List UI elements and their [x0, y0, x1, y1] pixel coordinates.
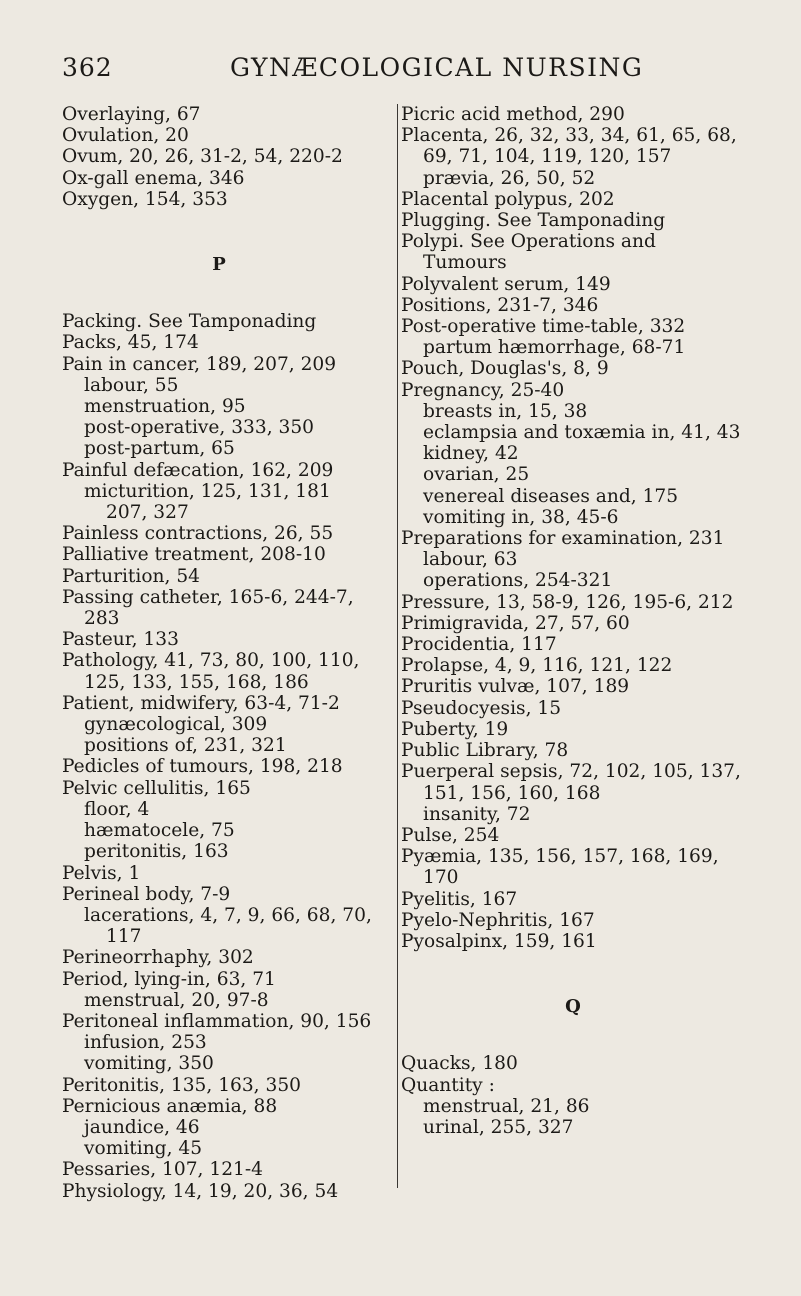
- index-entry: Pruritis vulvæ, 107, 189: [401, 676, 630, 698]
- index-entry: Pain in cancer, 189, 207, 209: [62, 353, 337, 375]
- index-entry: Pedicles of tumours, 198, 218: [62, 756, 343, 778]
- index-entry: Pregnancy, 25-40: [401, 379, 565, 401]
- index-subentry: infusion, 253: [84, 1032, 207, 1054]
- index-entry: Pressure, 13, 58-9, 126, 195-6, 212: [401, 591, 734, 613]
- index-entry: Pulse, 254: [401, 824, 500, 846]
- index-entry: Pelvis, 1: [62, 862, 141, 884]
- index-entry: Palliative treatment, 208-10: [62, 544, 326, 566]
- index-entry: Polyvalent serum, 149: [401, 273, 611, 295]
- index-entry: Placental polypus, 202: [401, 188, 615, 210]
- index-entry: Plugging. See Tamponading: [401, 210, 666, 232]
- index-entry: Pasteur, 133: [62, 629, 179, 651]
- index-subentry: floor, 4: [84, 798, 150, 820]
- index-subentry: eclampsia and toxæmia in, 41, 43: [423, 422, 741, 444]
- index-subentry: labour, 55: [84, 374, 179, 396]
- index-entry: Pouch, Douglas's, 8, 9: [401, 358, 609, 380]
- index-entry: Oxygen, 154, 353: [62, 188, 228, 210]
- index-entry: Post-operative time-table, 332: [401, 316, 686, 338]
- index-entry: Pseudocyesis, 15: [401, 697, 562, 719]
- index-subentry: post-partum, 65: [84, 438, 235, 460]
- index-entry: Ovum, 20, 26, 31-2, 54, 220-2: [62, 146, 343, 168]
- index-entry: Perineal body, 7-9: [62, 883, 231, 905]
- index-entry: Packs, 45, 174: [62, 332, 199, 354]
- index-entry: Prolapse, 4, 9, 116, 121, 122: [401, 655, 673, 677]
- index-subentry: micturition, 125, 131, 181 207, 327: [84, 480, 331, 524]
- index-entry: Picric acid method, 290: [401, 104, 625, 125]
- index-entry: Ovulation, 20: [62, 125, 189, 147]
- section-letter: P: [212, 254, 226, 276]
- index-entry: Procidentia, 117: [401, 634, 557, 656]
- index-subentry: labour, 63: [423, 549, 518, 571]
- index-entry: Parturition, 54: [62, 565, 201, 587]
- index-subentry: hæmatocele, 75: [84, 820, 235, 842]
- index-entry: Physiology, 14, 19, 20, 36, 54: [62, 1180, 339, 1202]
- index-entry: Puberty, 19: [401, 718, 509, 740]
- index-entry: Packing. See Tamponading: [62, 311, 317, 333]
- index-subentry: positions of, 231, 321: [84, 735, 287, 757]
- index-entry: Pyosalpinx, 159, 161: [401, 930, 597, 952]
- section-letter: Q: [565, 996, 581, 1018]
- index-entry: Ox-gall enema, 346: [62, 167, 245, 189]
- index-subentry: jaundice, 46: [84, 1116, 200, 1138]
- index-entry: Preparations for examination, 231: [401, 528, 725, 550]
- index-column-right: [397, 104, 745, 1188]
- index-subentry: menstrual, 20, 97-8: [84, 989, 269, 1011]
- index-entry: Passing catheter, 165-6, 244-7, 283: [62, 586, 354, 630]
- index-subentry: peritonitis, 163: [84, 841, 229, 863]
- index-subentry: menstruation, 95: [84, 396, 246, 418]
- index-entry: Pyelitis, 167: [401, 888, 518, 910]
- index-entry: Overlaying, 67: [62, 104, 201, 125]
- index-entry: Quantity :: [401, 1074, 495, 1096]
- index-entry: Patient, midwifery, 63-4, 71-2: [62, 692, 340, 714]
- index-subentry: lacerations, 4, 7, 9, 66, 68, 70, 117: [84, 904, 372, 948]
- index-subentry: vomiting, 350: [84, 1053, 214, 1075]
- index-entry: Primigravida, 27, 57, 60: [401, 612, 630, 634]
- index-subentry: prævia, 26, 50, 52: [423, 167, 596, 189]
- index-subentry: vomiting, 45: [84, 1138, 203, 1160]
- index-subentry: partum hæmorrhage, 68-71: [423, 337, 686, 359]
- index-entry: Pessaries, 107, 121-4: [62, 1159, 263, 1181]
- index-entry: Polypi. See Operations and Tumours: [401, 231, 656, 274]
- index-entry: Puerperal sepsis, 72, 102, 105, 137, 151, 156, 160, 168: [401, 761, 741, 804]
- index-entry: Painless contractions, 26, 55: [62, 523, 334, 545]
- index-entry: Peritonitis, 135, 163, 350: [62, 1074, 301, 1096]
- index-entry: Pathology, 41, 73, 80, 100, 110, 125, 133, 155, 168, 186: [62, 650, 360, 693]
- index-subentry: venereal diseases and, 175: [423, 485, 679, 507]
- index-subentry: ovarian, 25: [423, 464, 530, 486]
- index-entry: Pyelo-Nephritis, 167: [401, 909, 595, 931]
- page-header: [62, 48, 741, 88]
- index-entry: Perineorrhaphy, 302: [62, 947, 254, 969]
- index-entry: Placenta, 26, 32, 33, 34, 61, 65, 68, 69, 71, 104, 119, 120, 157: [401, 125, 737, 168]
- index-entry: Peritoneal inflammation, 90, 156: [62, 1010, 372, 1032]
- index-entry: Public Library, 78: [401, 740, 569, 762]
- index-subentry: menstrual, 21, 86: [423, 1095, 590, 1117]
- index-entry: Painful defæcation, 162, 209: [62, 459, 334, 481]
- index-subentry: vomiting in, 38, 45-6: [423, 506, 619, 528]
- page-number: 362: [62, 53, 113, 82]
- index-column-left: [62, 104, 376, 1202]
- index-entry: Pernicious anæmia, 88: [62, 1095, 278, 1117]
- running-head: GYNÆCOLOGICAL NURSING: [230, 53, 644, 82]
- index-subentry: gynæcological, 309: [84, 714, 268, 736]
- index-subentry: kidney, 42: [423, 443, 519, 465]
- index-subentry: breasts in, 15, 38: [423, 400, 588, 422]
- index-subentry: post-operative, 333, 350: [84, 417, 315, 439]
- index-subentry: operations, 254-321: [423, 570, 613, 592]
- index-entry: Positions, 231-7, 346: [401, 294, 599, 316]
- index-entry: Pyæmia, 135, 156, 157, 168, 169, 170: [401, 846, 719, 889]
- index-subentry: insanity, 72: [423, 803, 531, 825]
- index-entry: Quacks, 180: [401, 1053, 518, 1075]
- index-subentry: urinal, 255, 327: [423, 1116, 574, 1138]
- index-entry: Period, lying-in, 63, 71: [62, 968, 276, 990]
- index-entry: Pelvic cellulitis, 165: [62, 777, 251, 799]
